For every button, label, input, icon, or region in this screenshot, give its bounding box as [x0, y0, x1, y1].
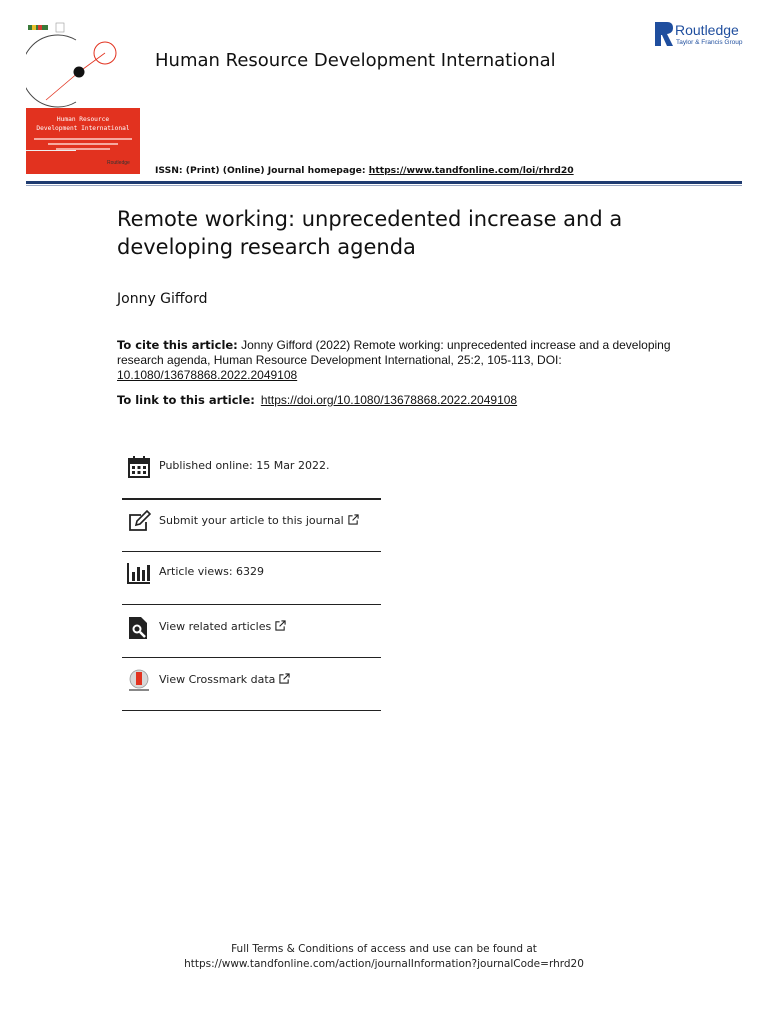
article-title: Remote working: unprecedented increase and a developing research agenda — [117, 207, 623, 259]
bar-chart-icon — [127, 561, 151, 585]
external-link-icon — [275, 620, 286, 631]
article-link-line — [117, 393, 517, 407]
cover-publisher-mark: Routledge — [107, 160, 130, 166]
crossmark-link[interactable] — [159, 673, 290, 686]
citation-text: Jonny Gifford (2022) Remote working: unprecedented increase and a developing research agenda, Human Resource Development International, 25:2, 105-113, DOI: — [117, 338, 671, 367]
article-link-label: To link to this article: — [117, 393, 255, 407]
published-online-label: Published online: 15 Mar 2022. — [159, 459, 330, 472]
crossmark-icon — [127, 669, 151, 693]
related-articles-link[interactable] — [159, 620, 286, 633]
header-rule-thin — [26, 185, 742, 186]
divider — [122, 710, 381, 711]
article-views-label: Article views: 6329 — [159, 565, 265, 578]
cover-footer — [26, 150, 76, 161]
citation-block — [117, 338, 677, 383]
submit-article-link[interactable] — [159, 514, 359, 527]
submit-article-label: Submit your article to this journal — [159, 514, 344, 527]
article-author: Jonny Gifford — [117, 291, 208, 307]
citation-doi-link[interactable]: 10.1080/13678868.2022.2049108 — [117, 368, 298, 382]
journal-homepage-link[interactable]: https://www.tandfonline.com/loi/rhrd20 — [368, 165, 574, 176]
article-doi-link[interactable]: https://doi.org/10.1080/13678868.2022.2049108 — [260, 393, 518, 407]
journal-cover-image — [26, 22, 140, 162]
header-rule — [26, 181, 742, 184]
related-articles-label: View related articles — [159, 620, 272, 633]
cover-title-line2: Development International — [36, 125, 130, 132]
external-link-icon — [279, 673, 290, 684]
issn-label: ISSN: (Print) (Online) Journal homepage: — [155, 165, 369, 176]
crossmark-label: View Crossmark data — [159, 673, 276, 686]
citation-label: To cite this article: — [117, 338, 238, 352]
related-articles-row[interactable] — [122, 602, 381, 654]
publisher-name: Routledge — [675, 22, 739, 38]
external-link-icon — [348, 514, 359, 525]
footer-terms-link[interactable]: https://www.tandfonline.com/action/journalInformation?journalCode=rhrd20 — [184, 958, 584, 970]
footer-terms-text: Full Terms & Conditions of access and use can be found at — [231, 943, 537, 955]
edit-icon — [127, 510, 151, 534]
article-views-row — [122, 547, 381, 599]
published-online-row — [122, 441, 381, 493]
search-document-icon — [127, 616, 151, 640]
submit-article-row[interactable] — [122, 496, 381, 548]
issn-line — [155, 165, 574, 176]
cover-title-line1: Human Resource — [56, 116, 110, 123]
cover-artwork — [26, 22, 140, 108]
crossmark-row[interactable] — [122, 655, 381, 707]
calendar-icon — [127, 455, 151, 479]
journal-title: Human Resource Development International — [155, 50, 556, 71]
publisher-group: Taylor & Francis Group — [676, 39, 743, 46]
